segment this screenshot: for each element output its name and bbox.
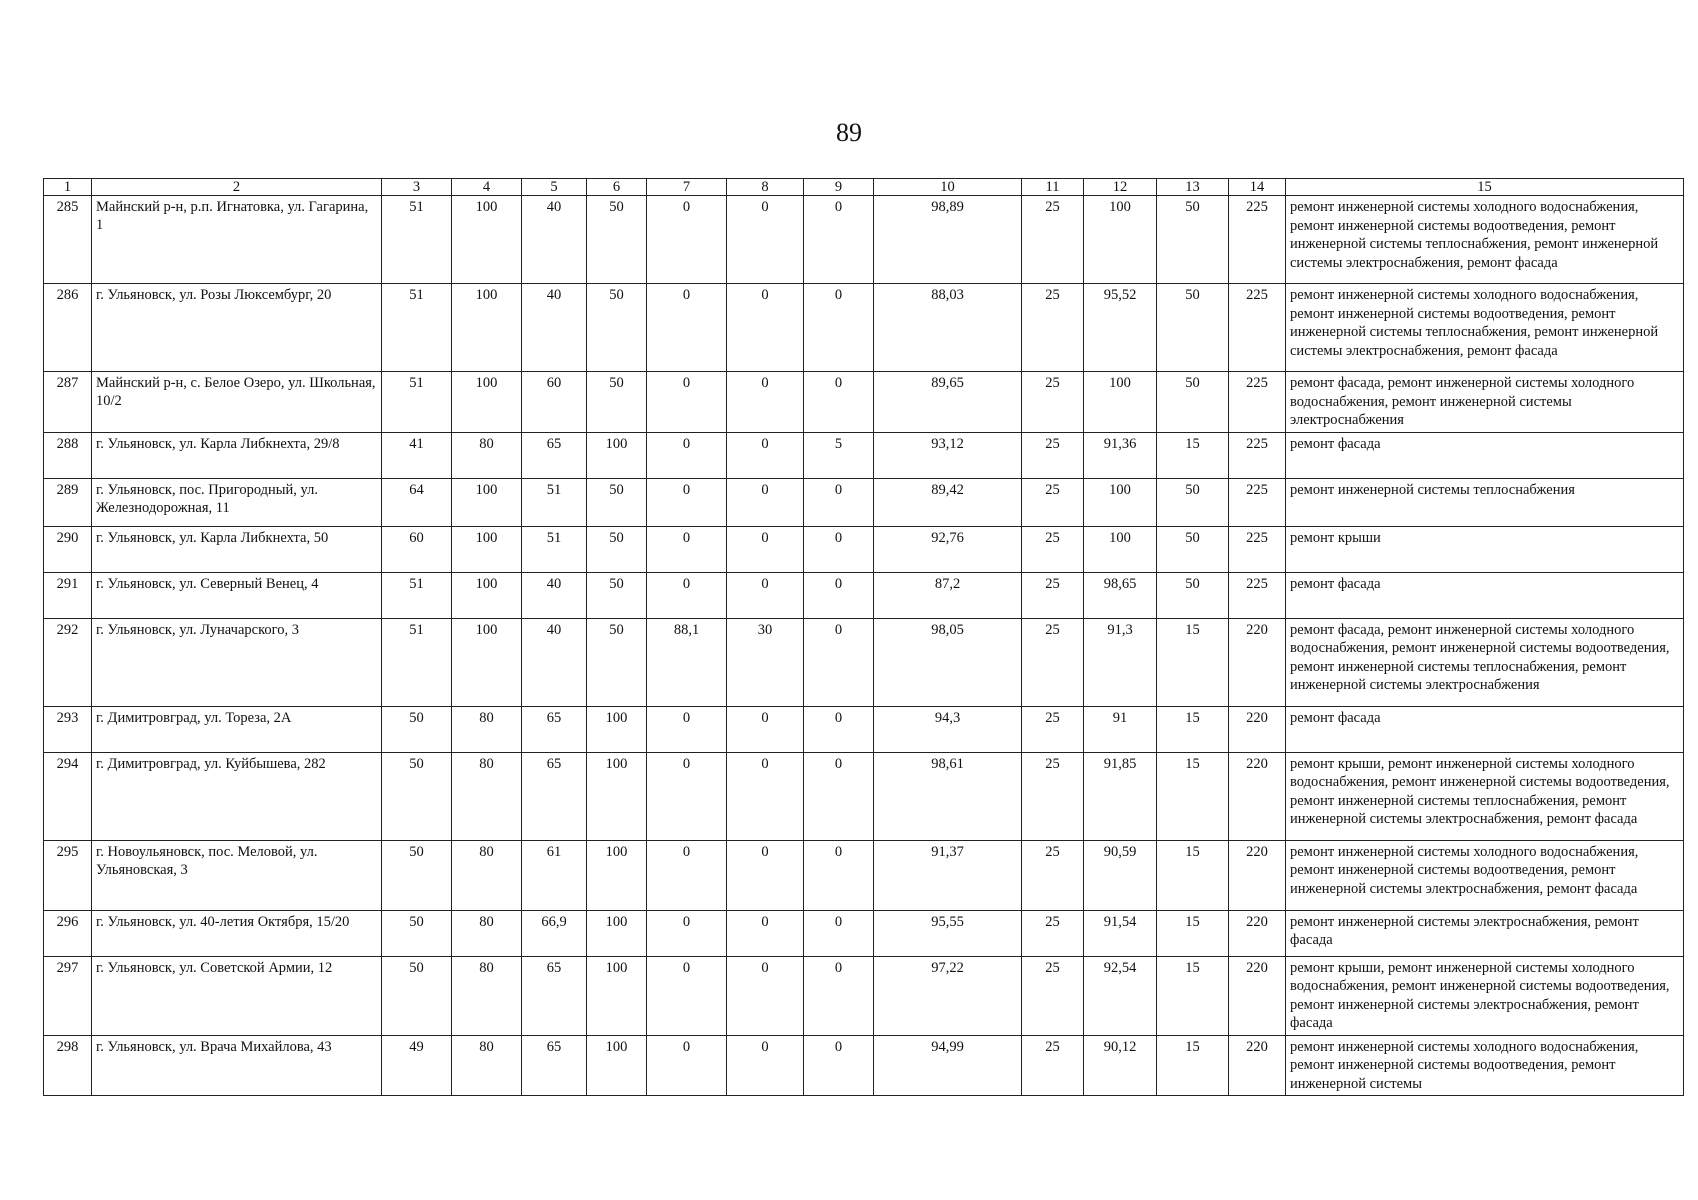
value-cell: 0 xyxy=(804,1035,874,1096)
value-cell: 25 xyxy=(1022,956,1084,1035)
works-cell: ремонт фасада xyxy=(1286,432,1684,478)
value-cell: 80 xyxy=(452,752,522,840)
value-cell: 50 xyxy=(1157,372,1229,433)
value-cell: 0 xyxy=(727,196,804,284)
works-cell: ремонт фасада, ремонт инженерной системы холодного водоснабжения, ремонт инженерной системы электроснабжения xyxy=(1286,372,1684,433)
value-cell: 51 xyxy=(522,526,587,572)
table-row xyxy=(44,572,1684,618)
value-cell: 80 xyxy=(452,910,522,956)
value-cell: 0 xyxy=(804,372,874,433)
value-cell: 50 xyxy=(382,910,452,956)
value-cell: 0 xyxy=(647,752,727,840)
row-number-cell: 286 xyxy=(44,284,92,372)
value-cell: 98,89 xyxy=(874,196,1022,284)
value-cell: 0 xyxy=(804,840,874,910)
value-cell: 50 xyxy=(382,840,452,910)
value-cell: 90,59 xyxy=(1084,840,1157,910)
value-cell: 50 xyxy=(382,752,452,840)
value-cell: 91,37 xyxy=(874,840,1022,910)
value-cell: 98,05 xyxy=(874,618,1022,706)
row-number-cell: 297 xyxy=(44,956,92,1035)
value-cell: 25 xyxy=(1022,1035,1084,1096)
value-cell: 15 xyxy=(1157,956,1229,1035)
value-cell: 65 xyxy=(522,752,587,840)
value-cell: 51 xyxy=(382,572,452,618)
works-cell: ремонт фасада, ремонт инженерной системы холодного водоснабжения, ремонт инженерной системы водоотведения, ремонт инженерной системы теплоснабжения, ремонт инженерной системы электроснабжения xyxy=(1286,618,1684,706)
works-cell: ремонт инженерной системы электроснабжения, ремонт фасада xyxy=(1286,910,1684,956)
value-cell: 100 xyxy=(587,432,647,478)
value-cell: 0 xyxy=(647,956,727,1035)
value-cell: 220 xyxy=(1229,618,1286,706)
value-cell: 0 xyxy=(647,432,727,478)
value-cell: 15 xyxy=(1157,618,1229,706)
value-cell: 0 xyxy=(647,372,727,433)
value-cell: 0 xyxy=(647,840,727,910)
value-cell: 50 xyxy=(587,526,647,572)
works-cell: ремонт инженерной системы холодного водоснабжения, ремонт инженерной системы водоотведения, ремонт инженерной системы электроснабжения, ремонт фасада xyxy=(1286,840,1684,910)
value-cell: 0 xyxy=(727,840,804,910)
address-cell: Майнский р-н, с. Белое Озеро, ул. Школьная, 10/2 xyxy=(92,372,382,433)
value-cell: 65 xyxy=(522,1035,587,1096)
value-cell: 50 xyxy=(1157,572,1229,618)
address-cell: г. Новоульяновск, пос. Меловой, ул. Ульяновская, 3 xyxy=(92,840,382,910)
table-row xyxy=(44,432,1684,478)
value-cell: 100 xyxy=(452,478,522,526)
value-cell: 61 xyxy=(522,840,587,910)
address-cell: г. Ульяновск, ул. Луначарского, 3 xyxy=(92,618,382,706)
value-cell: 50 xyxy=(1157,196,1229,284)
row-number-cell: 295 xyxy=(44,840,92,910)
value-cell: 225 xyxy=(1229,572,1286,618)
column-header-8: 8 xyxy=(727,179,804,196)
value-cell: 40 xyxy=(522,618,587,706)
value-cell: 91,36 xyxy=(1084,432,1157,478)
value-cell: 0 xyxy=(804,284,874,372)
value-cell: 0 xyxy=(727,956,804,1035)
value-cell: 95,55 xyxy=(874,910,1022,956)
value-cell: 91,3 xyxy=(1084,618,1157,706)
value-cell: 220 xyxy=(1229,752,1286,840)
table-row xyxy=(44,1035,1684,1096)
value-cell: 15 xyxy=(1157,706,1229,752)
table-row xyxy=(44,618,1684,706)
column-header-7: 7 xyxy=(647,179,727,196)
column-header-1: 1 xyxy=(44,179,92,196)
value-cell: 220 xyxy=(1229,840,1286,910)
value-cell: 100 xyxy=(587,706,647,752)
value-cell: 100 xyxy=(452,526,522,572)
value-cell: 89,65 xyxy=(874,372,1022,433)
value-cell: 92,54 xyxy=(1084,956,1157,1035)
value-cell: 0 xyxy=(727,1035,804,1096)
value-cell: 100 xyxy=(452,618,522,706)
value-cell: 0 xyxy=(804,196,874,284)
value-cell: 92,76 xyxy=(874,526,1022,572)
address-cell: г. Димитровград, ул. Куйбышева, 282 xyxy=(92,752,382,840)
value-cell: 0 xyxy=(727,752,804,840)
value-cell: 0 xyxy=(727,910,804,956)
table-row xyxy=(44,840,1684,910)
works-cell: ремонт инженерной системы теплоснабжения xyxy=(1286,478,1684,526)
table-row xyxy=(44,526,1684,572)
value-cell: 25 xyxy=(1022,196,1084,284)
address-cell: г. Ульяновск, пос. Пригородный, ул. Железнодорожная, 11 xyxy=(92,478,382,526)
table-row xyxy=(44,372,1684,433)
value-cell: 0 xyxy=(647,1035,727,1096)
value-cell: 0 xyxy=(727,284,804,372)
value-cell: 25 xyxy=(1022,618,1084,706)
value-cell: 50 xyxy=(1157,478,1229,526)
value-cell: 0 xyxy=(804,956,874,1035)
column-header-15: 15 xyxy=(1286,179,1684,196)
value-cell: 0 xyxy=(647,478,727,526)
row-number-cell: 290 xyxy=(44,526,92,572)
value-cell: 25 xyxy=(1022,752,1084,840)
page-number: 89 xyxy=(836,118,862,147)
value-cell: 87,2 xyxy=(874,572,1022,618)
value-cell: 95,52 xyxy=(1084,284,1157,372)
value-cell: 60 xyxy=(522,372,587,433)
value-cell: 0 xyxy=(727,372,804,433)
value-cell: 225 xyxy=(1229,526,1286,572)
column-header-5: 5 xyxy=(522,179,587,196)
table-header xyxy=(44,179,1684,196)
address-cell: г. Ульяновск, ул. Розы Люксембург, 20 xyxy=(92,284,382,372)
value-cell: 225 xyxy=(1229,372,1286,433)
value-cell: 0 xyxy=(727,526,804,572)
table-row xyxy=(44,752,1684,840)
value-cell: 0 xyxy=(804,526,874,572)
value-cell: 88,1 xyxy=(647,618,727,706)
row-number-cell: 293 xyxy=(44,706,92,752)
address-cell: Майнский р-н, р.п. Игнатовка, ул. Гагарина, 1 xyxy=(92,196,382,284)
value-cell: 66,9 xyxy=(522,910,587,956)
value-cell: 98,65 xyxy=(1084,572,1157,618)
works-cell: ремонт крыши, ремонт инженерной системы холодного водоснабжения, ремонт инженерной системы водоотведения, ремонт инженерной системы теплоснабжения, ремонт инженерной системы электроснабжения, ремонт фасада xyxy=(1286,752,1684,840)
value-cell: 225 xyxy=(1229,284,1286,372)
value-cell: 0 xyxy=(804,572,874,618)
value-cell: 51 xyxy=(382,196,452,284)
value-cell: 50 xyxy=(587,196,647,284)
value-cell: 25 xyxy=(1022,840,1084,910)
value-cell: 94,3 xyxy=(874,706,1022,752)
value-cell: 40 xyxy=(522,572,587,618)
column-header-6: 6 xyxy=(587,179,647,196)
value-cell: 0 xyxy=(804,478,874,526)
value-cell: 100 xyxy=(587,910,647,956)
value-cell: 50 xyxy=(587,372,647,433)
value-cell: 15 xyxy=(1157,910,1229,956)
value-cell: 100 xyxy=(452,572,522,618)
value-cell: 100 xyxy=(587,752,647,840)
value-cell: 25 xyxy=(1022,910,1084,956)
address-cell: г. Ульяновск, ул. 40-летия Октября, 15/20 xyxy=(92,910,382,956)
value-cell: 0 xyxy=(647,196,727,284)
value-cell: 51 xyxy=(382,284,452,372)
value-cell: 41 xyxy=(382,432,452,478)
value-cell: 40 xyxy=(522,284,587,372)
column-header-2: 2 xyxy=(92,179,382,196)
column-header-11: 11 xyxy=(1022,179,1084,196)
row-number-cell: 288 xyxy=(44,432,92,478)
value-cell: 65 xyxy=(522,706,587,752)
value-cell: 50 xyxy=(382,956,452,1035)
value-cell: 97,22 xyxy=(874,956,1022,1035)
value-cell: 225 xyxy=(1229,478,1286,526)
value-cell: 100 xyxy=(1084,478,1157,526)
value-cell: 49 xyxy=(382,1035,452,1096)
value-cell: 51 xyxy=(382,618,452,706)
column-header-3: 3 xyxy=(382,179,452,196)
value-cell: 0 xyxy=(727,478,804,526)
value-cell: 91,85 xyxy=(1084,752,1157,840)
value-cell: 25 xyxy=(1022,284,1084,372)
value-cell: 50 xyxy=(587,618,647,706)
value-cell: 5 xyxy=(804,432,874,478)
value-cell: 25 xyxy=(1022,432,1084,478)
value-cell: 94,99 xyxy=(874,1035,1022,1096)
table-row xyxy=(44,910,1684,956)
value-cell: 100 xyxy=(587,956,647,1035)
value-cell: 91 xyxy=(1084,706,1157,752)
table-row xyxy=(44,956,1684,1035)
works-cell: ремонт крыши, ремонт инженерной системы холодного водоснабжения, ремонт инженерной системы водоотведения, ремонт инженерной системы электроснабжения, ремонт фасада xyxy=(1286,956,1684,1035)
address-cell: г. Ульяновск, ул. Карла Либкнехта, 50 xyxy=(92,526,382,572)
row-number-cell: 285 xyxy=(44,196,92,284)
value-cell: 50 xyxy=(1157,284,1229,372)
value-cell: 0 xyxy=(647,284,727,372)
address-cell: г. Димитровград, ул. Тореза, 2А xyxy=(92,706,382,752)
value-cell: 220 xyxy=(1229,706,1286,752)
header-row xyxy=(44,179,1684,196)
row-number-cell: 298 xyxy=(44,1035,92,1096)
value-cell: 64 xyxy=(382,478,452,526)
value-cell: 50 xyxy=(1157,526,1229,572)
row-number-cell: 287 xyxy=(44,372,92,433)
value-cell: 100 xyxy=(1084,526,1157,572)
value-cell: 51 xyxy=(522,478,587,526)
value-cell: 89,42 xyxy=(874,478,1022,526)
column-header-10: 10 xyxy=(874,179,1022,196)
value-cell: 25 xyxy=(1022,478,1084,526)
works-cell: ремонт инженерной системы холодного водоснабжения, ремонт инженерной системы водоотведения, ремонт инженерной системы теплоснабжения, ремонт инженерной системы электроснабжения, ремонт фасада xyxy=(1286,284,1684,372)
value-cell: 50 xyxy=(587,284,647,372)
value-cell: 100 xyxy=(587,1035,647,1096)
value-cell: 15 xyxy=(1157,840,1229,910)
value-cell: 25 xyxy=(1022,706,1084,752)
value-cell: 0 xyxy=(804,706,874,752)
works-cell: ремонт инженерной системы холодного водоснабжения, ремонт инженерной системы водоотведения, ремонт инженерной системы xyxy=(1286,1035,1684,1096)
value-cell: 0 xyxy=(727,432,804,478)
value-cell: 40 xyxy=(522,196,587,284)
value-cell: 50 xyxy=(587,572,647,618)
value-cell: 93,12 xyxy=(874,432,1022,478)
table-row xyxy=(44,196,1684,284)
table-body xyxy=(44,196,1684,1096)
value-cell: 15 xyxy=(1157,432,1229,478)
table-row xyxy=(44,284,1684,372)
column-header-4: 4 xyxy=(452,179,522,196)
value-cell: 220 xyxy=(1229,910,1286,956)
works-cell: ремонт крыши xyxy=(1286,526,1684,572)
value-cell: 225 xyxy=(1229,196,1286,284)
row-number-cell: 294 xyxy=(44,752,92,840)
value-cell: 15 xyxy=(1157,752,1229,840)
column-header-9: 9 xyxy=(804,179,874,196)
value-cell: 91,54 xyxy=(1084,910,1157,956)
column-header-14: 14 xyxy=(1229,179,1286,196)
value-cell: 225 xyxy=(1229,432,1286,478)
row-number-cell: 291 xyxy=(44,572,92,618)
value-cell: 51 xyxy=(382,372,452,433)
value-cell: 0 xyxy=(804,910,874,956)
register-table xyxy=(43,178,1684,1096)
value-cell: 90,12 xyxy=(1084,1035,1157,1096)
row-number-cell: 289 xyxy=(44,478,92,526)
address-cell: г. Ульяновск, ул. Советской Армии, 12 xyxy=(92,956,382,1035)
table-row xyxy=(44,478,1684,526)
value-cell: 0 xyxy=(647,526,727,572)
row-number-cell: 292 xyxy=(44,618,92,706)
value-cell: 100 xyxy=(452,372,522,433)
value-cell: 80 xyxy=(452,1035,522,1096)
works-cell: ремонт инженерной системы холодного водоснабжения, ремонт инженерной системы водоотведения, ремонт инженерной системы теплоснабжения, ремонт инженерной системы электроснабжения, ремонт фасада xyxy=(1286,196,1684,284)
value-cell: 100 xyxy=(452,284,522,372)
value-cell: 60 xyxy=(382,526,452,572)
value-cell: 0 xyxy=(727,572,804,618)
value-cell: 0 xyxy=(804,752,874,840)
value-cell: 50 xyxy=(382,706,452,752)
value-cell: 0 xyxy=(647,572,727,618)
value-cell: 100 xyxy=(587,840,647,910)
value-cell: 0 xyxy=(804,618,874,706)
value-cell: 80 xyxy=(452,706,522,752)
value-cell: 30 xyxy=(727,618,804,706)
column-header-13: 13 xyxy=(1157,179,1229,196)
value-cell: 65 xyxy=(522,956,587,1035)
value-cell: 220 xyxy=(1229,1035,1286,1096)
row-number-cell: 296 xyxy=(44,910,92,956)
value-cell: 0 xyxy=(647,706,727,752)
value-cell: 0 xyxy=(727,706,804,752)
value-cell: 100 xyxy=(452,196,522,284)
value-cell: 25 xyxy=(1022,526,1084,572)
value-cell: 220 xyxy=(1229,956,1286,1035)
value-cell: 100 xyxy=(1084,196,1157,284)
value-cell: 80 xyxy=(452,432,522,478)
value-cell: 65 xyxy=(522,432,587,478)
address-cell: г. Ульяновск, ул. Северный Венец, 4 xyxy=(92,572,382,618)
address-cell: г. Ульяновск, ул. Карла Либкнехта, 29/8 xyxy=(92,432,382,478)
value-cell: 98,61 xyxy=(874,752,1022,840)
value-cell: 80 xyxy=(452,956,522,1035)
value-cell: 88,03 xyxy=(874,284,1022,372)
value-cell: 100 xyxy=(1084,372,1157,433)
value-cell: 0 xyxy=(647,910,727,956)
column-header-12: 12 xyxy=(1084,179,1157,196)
value-cell: 25 xyxy=(1022,372,1084,433)
table-row xyxy=(44,706,1684,752)
value-cell: 80 xyxy=(452,840,522,910)
works-cell: ремонт фасада xyxy=(1286,706,1684,752)
address-cell: г. Ульяновск, ул. Врача Михайлова, 43 xyxy=(92,1035,382,1096)
value-cell: 50 xyxy=(587,478,647,526)
value-cell: 15 xyxy=(1157,1035,1229,1096)
works-cell: ремонт фасада xyxy=(1286,572,1684,618)
value-cell: 25 xyxy=(1022,572,1084,618)
